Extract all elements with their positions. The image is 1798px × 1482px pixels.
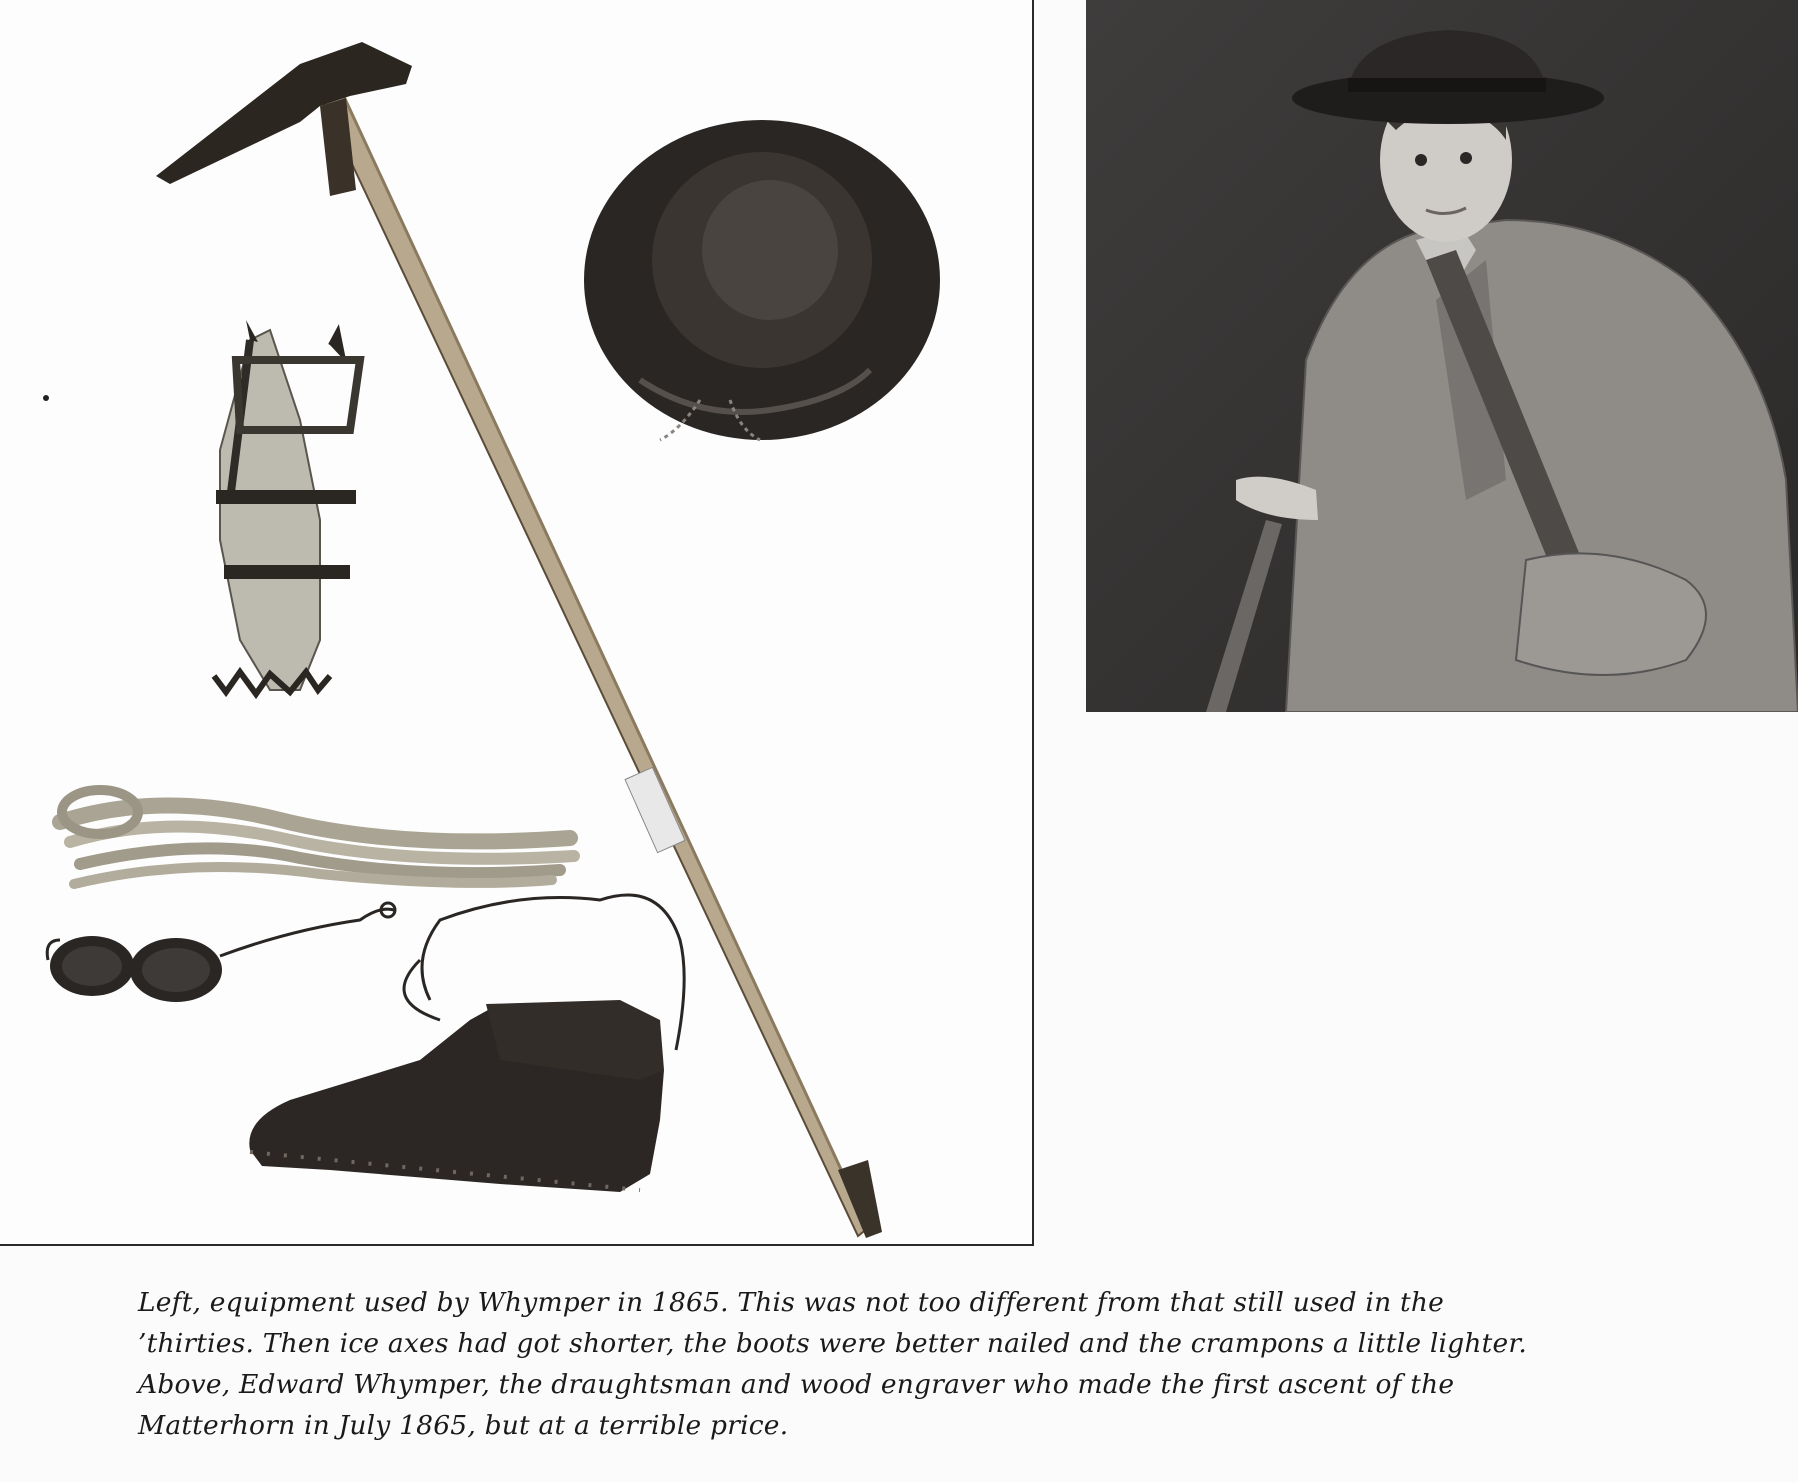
- equipment-illustration: [0, 0, 1034, 1246]
- figure-caption: [138, 1282, 1558, 1446]
- whymper-portrait-photo: [1086, 0, 1798, 712]
- portrait-illustration: [1086, 0, 1798, 712]
- crampons: [214, 320, 360, 694]
- snow-goggles: [47, 903, 395, 1002]
- caption-line-2: ’thirties. Then ice axes had got shorter, the boots were better nailed and the crampons a little lighter.: [138, 1328, 1527, 1359]
- coiled-rope: [60, 790, 574, 884]
- caption-line-3: Above, Edward Whymper, the draughtsman and wood engraver who made the first ascent of the: [138, 1369, 1455, 1400]
- felt-hat: [584, 120, 940, 440]
- caption-line-1: Left, equipment used by Whymper in 1865. This was not too different from that still used in the: [138, 1287, 1444, 1318]
- equipment-photo: [0, 0, 1034, 1246]
- nailed-boot: [249, 895, 684, 1192]
- caption-line-4: Matterhorn in July 1865, but at a terrible price.: [138, 1410, 789, 1441]
